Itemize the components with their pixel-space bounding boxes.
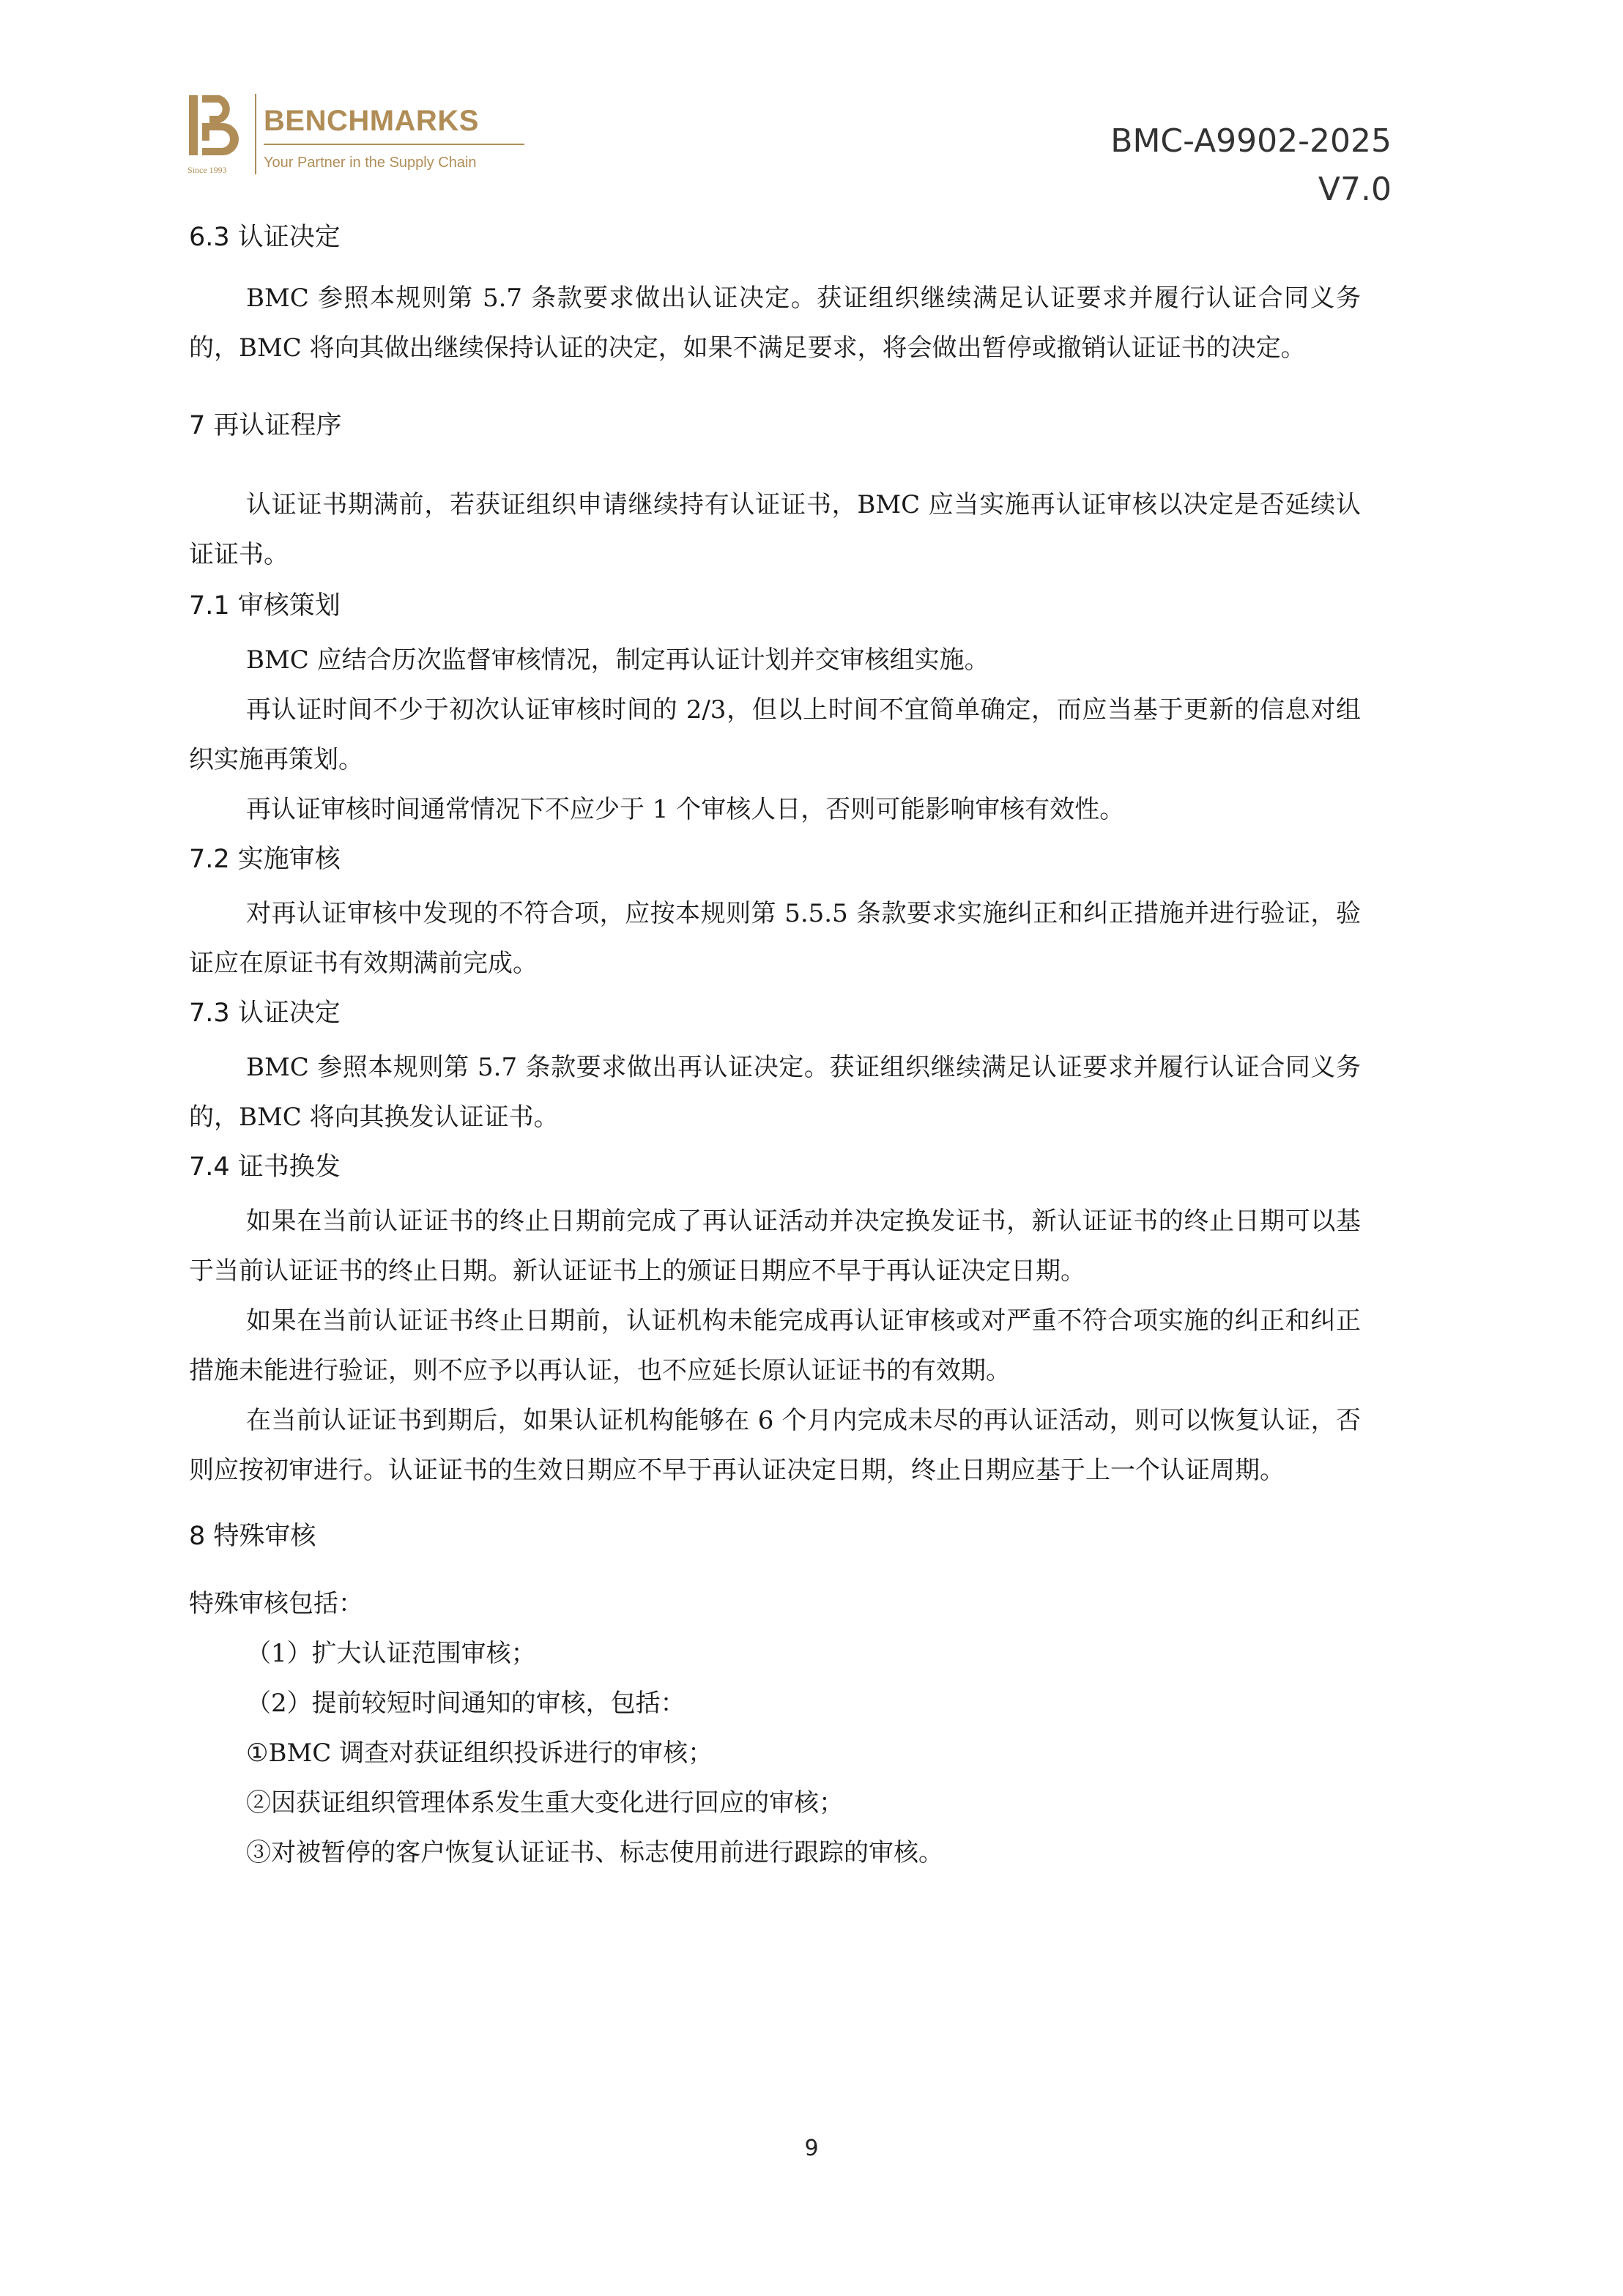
paragraph-7-1-1: BMC 应结合历次监督审核情况，制定再认证计划并交审核组实施。 [246,645,989,675]
benchmarks-logo [187,88,532,183]
list-item: （1）扩大认证范围审核； [246,1639,536,1668]
paragraph-7-2-1: 对再认证审核中发现的不符合项，应按本规则第 5.5.5 条款要求实施纠正和纠正措施并进行验证，验证应在原证书有效期满前完成。 [189,899,1361,978]
list-item: （2）提前较短时间通知的审核，包括： [246,1689,686,1718]
paragraph-7-1-3: 再认证审核时间通常情况下不应少于 1 个审核人日，否则可能影响审核有效性。 [246,795,1125,824]
paragraph-7-3-1: BMC 参照本规则第 5.7 条款要求做出再认证决定。获证组织继续满足认证要求并履行认证合同义务的，BMC 将向其换发认证证书。 [189,1053,1361,1132]
logo-rule [264,144,524,145]
heading-7-4: 7.4 证书换发 [189,1152,341,1182]
paragraph-8-intro: 特殊审核包括： [189,1589,363,1618]
page-number: 9 [804,2136,819,2161]
b-monogram-icon [189,95,239,155]
paragraph-6-3-1: BMC 参照本规则第 5.7 条款要求做出认证决定。获证组织继续满足认证要求并履行认证合同义务的，BMC 将向其做出继续保持认证的决定，如果不满足要求，将会做出暂停或撤销认证证书的决定。 [189,284,1361,363]
heading-7: 7 再认证程序 [189,411,342,440]
heading-7-1: 7.1 审核策划 [189,591,341,621]
heading-8: 8 特殊审核 [189,1522,316,1551]
paragraph-7-4-1: 如果在当前认证证书的终止日期前完成了再认证活动并决定换发证书，新认证证书的终止日期可以基于当前认证证书的终止日期。新认证证书上的颁证日期应不早于再认证决定日期。 [189,1207,1361,1286]
brand-tagline: Your Partner in the Supply Chain [264,155,477,171]
heading-6-3: 6.3 认证决定 [189,223,341,252]
paragraph-7-4-2: 如果在当前认证证书终止日期前，认证机构未能完成再认证审核或对严重不符合项实施的纠正和纠正措施未能进行验证，则不应予以再认证，也不应延长原认证证书的有效期。 [189,1306,1361,1385]
heading-7-2: 7.2 实施审核 [189,845,341,874]
document-header [1110,117,1392,214]
paragraph-7-1: 认证证书期满前，若获证组织申请继续持有认证证书，BMC 应当实施再认证审核以决定是否延续认证证书。 [189,490,1361,569]
heading-7-3: 7.3 认证决定 [189,999,341,1028]
paragraph-7-1-2: 再认证时间不少于初次认证审核时间的 2/3，但以上时间不宜简单确定，而应当基于更新的信息对组织实施再策划。 [189,695,1361,774]
logo-divider [255,94,256,174]
document-code: BMC-A9902-2025 [1110,122,1392,160]
document-version: V7.0 [1318,171,1392,208]
document-body [189,212,1361,1878]
paragraph-7-4-3: 在当前认证证书到期后，如果认证机构能够在 6 个月内完成未尽的再认证活动，则可以恢复认证，否则应按初审进行。认证证书的生效日期应不早于再认证决定日期，终止日期应基于上一个认证周期。 [189,1406,1361,1485]
brand-name: BENCHMARKS [264,105,479,137]
list-item: ③对被暂停的客户恢复认证证书、标志使用前进行跟踪的审核。 [246,1838,943,1867]
list-item: ②因获证组织管理体系发生重大变化进行回应的审核； [246,1788,844,1818]
since-text: Since 1993 [187,165,227,175]
list-item: ①BMC 调查对获证组织投诉进行的审核； [246,1738,713,1768]
